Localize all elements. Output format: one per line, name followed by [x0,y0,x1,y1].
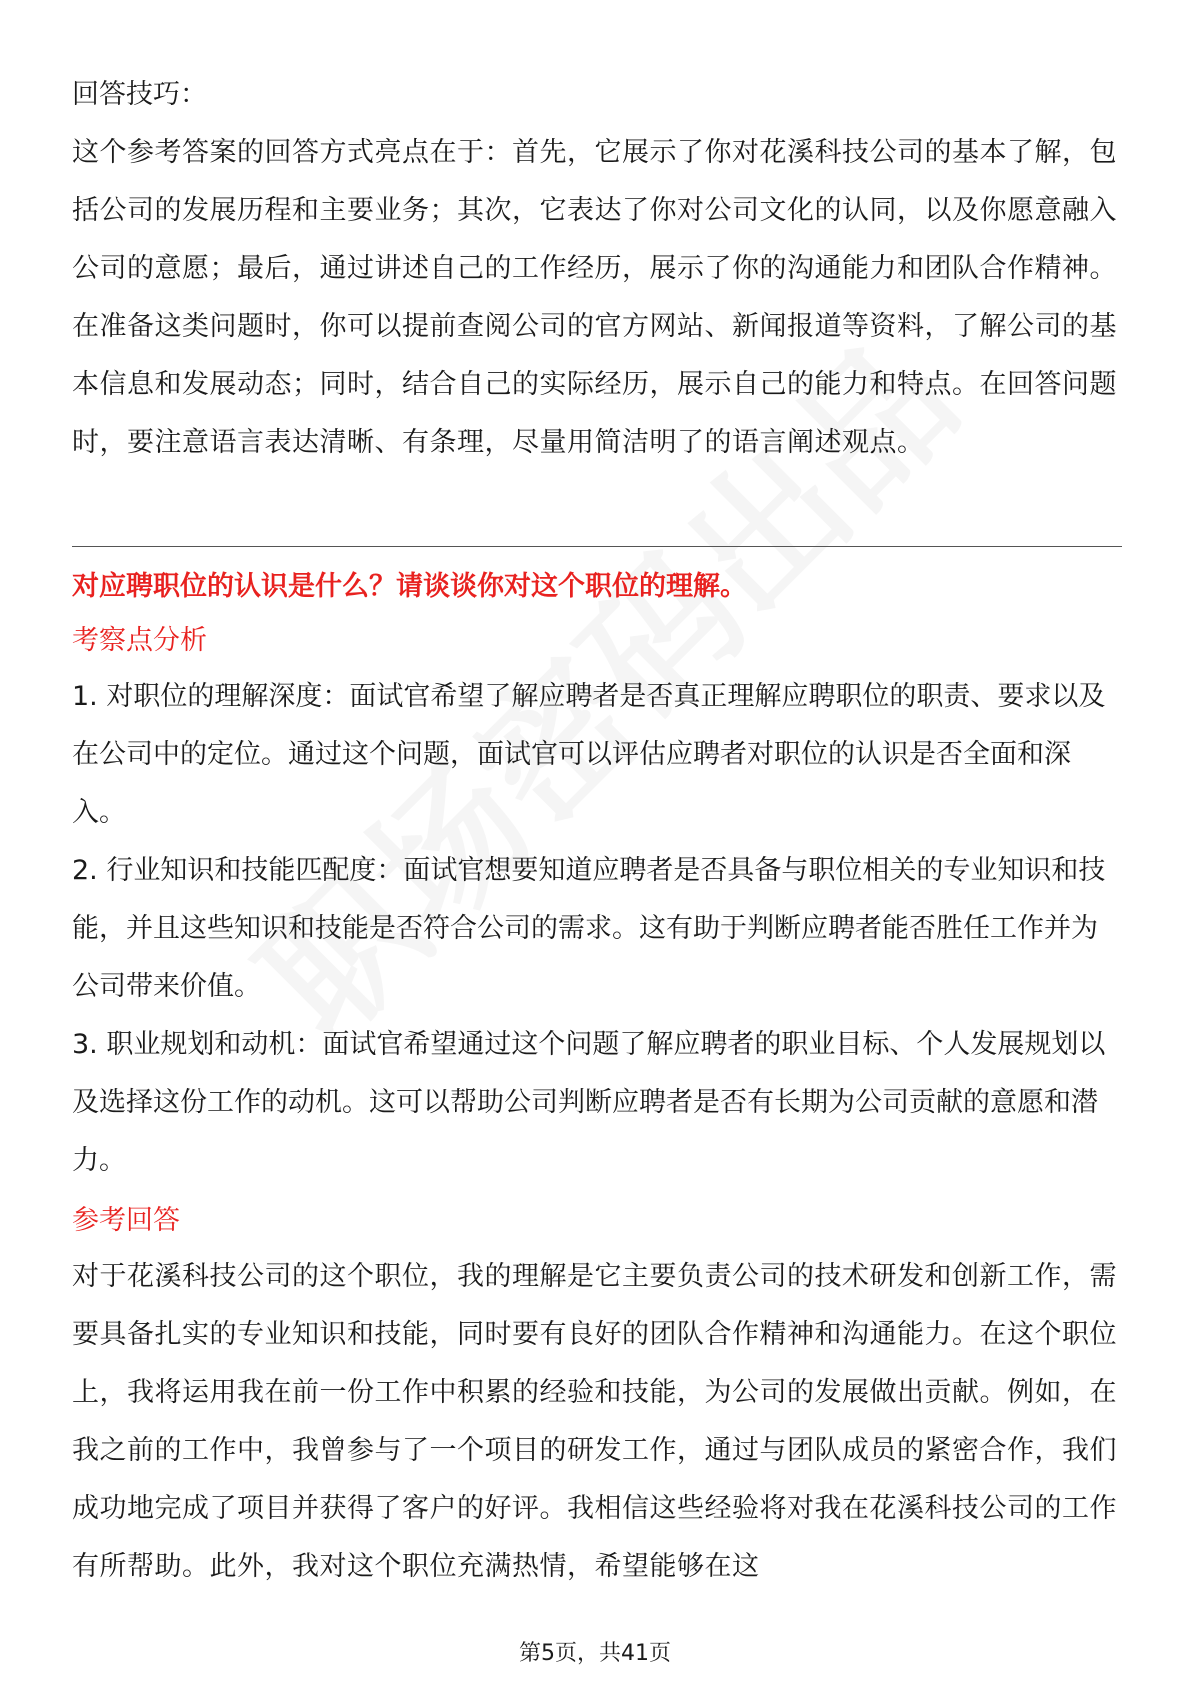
section-divider [72,546,1122,547]
question-title: 对应聘职位的认识是什么？请谈谈你对这个职位的理解。 [72,571,747,602]
analysis-item-3: 3. 职业规划和动机：面试官希望通过这个问题了解应聘者的职业目标、个人发展规划以及选择这份工作的动机。这可以帮助公司判断应聘者是否有长期为公司贡献的意愿和潜力。 [72,1029,1106,1176]
tips-title: 回答技巧： [72,79,207,110]
analysis-item-2: 2. 行业知识和技能匹配度：面试官想要知道应聘者是否具备与职位相关的专业知识和技能，并且这些知识和技能是否符合公司的需求。这有助于判断应聘者能否胜任工作并为公司带来价值。 [72,855,1106,1002]
reference-body: 对于花溪科技公司的这个职位，我的理解是它主要负责公司的技术研发和创新工作，需要具备扎实的专业知识和技能，同时要有良好的团队合作精神和沟通能力。在这个职位上，我将运用我在前一份工作中积累的经验和技能，为公司的发展做出贡献。例如，在我之前的工作中，我曾参与了一个项目的研发工作，通过与团队成员的紧密合作，我们成功地完成了项目并获得了客户的好评。我相信这些经验将对我在花溪科技公司的工作有所帮助。此外，我对这个职位充满热情，希望能够在这 [72,1261,1117,1582]
analysis-item-1: 1. 对职位的理解深度：面试官希望了解应聘者是否真正理解应聘职位的职责、要求以及在公司中的定位。通过这个问题，面试官可以评估应聘者对职位的认识是否全面和深入。 [72,681,1106,828]
analysis-heading: 考察点分析 [72,625,207,656]
question-section [72,568,1122,1596]
reference-heading: 参考回答 [72,1205,180,1236]
spacer [72,1190,1122,1200]
page-number: 第5页，共41页 [519,1641,671,1666]
tips-block [72,66,1122,472]
tips-body: 这个参考答案的回答方式亮点在于：首先，它展示了你对花溪科技公司的基本了解，包括公司的发展历程和主要业务；其次，它表达了你对公司文化的认同，以及你愿意融入公司的意愿；最后，通过讲述自己的工作经历，展示了你的沟通能力和团队合作精神。在准备这类问题时，你可以提前查阅公司的官方网站、新闻报道等资料，了解公司的基本信息和发展动态；同时，结合自己的实际经历，展示自己的能力和特点。在回答问题时，要注意语言表达清晰、有条理，尽量用简洁明了的语言阐述观点。 [72,137,1117,458]
